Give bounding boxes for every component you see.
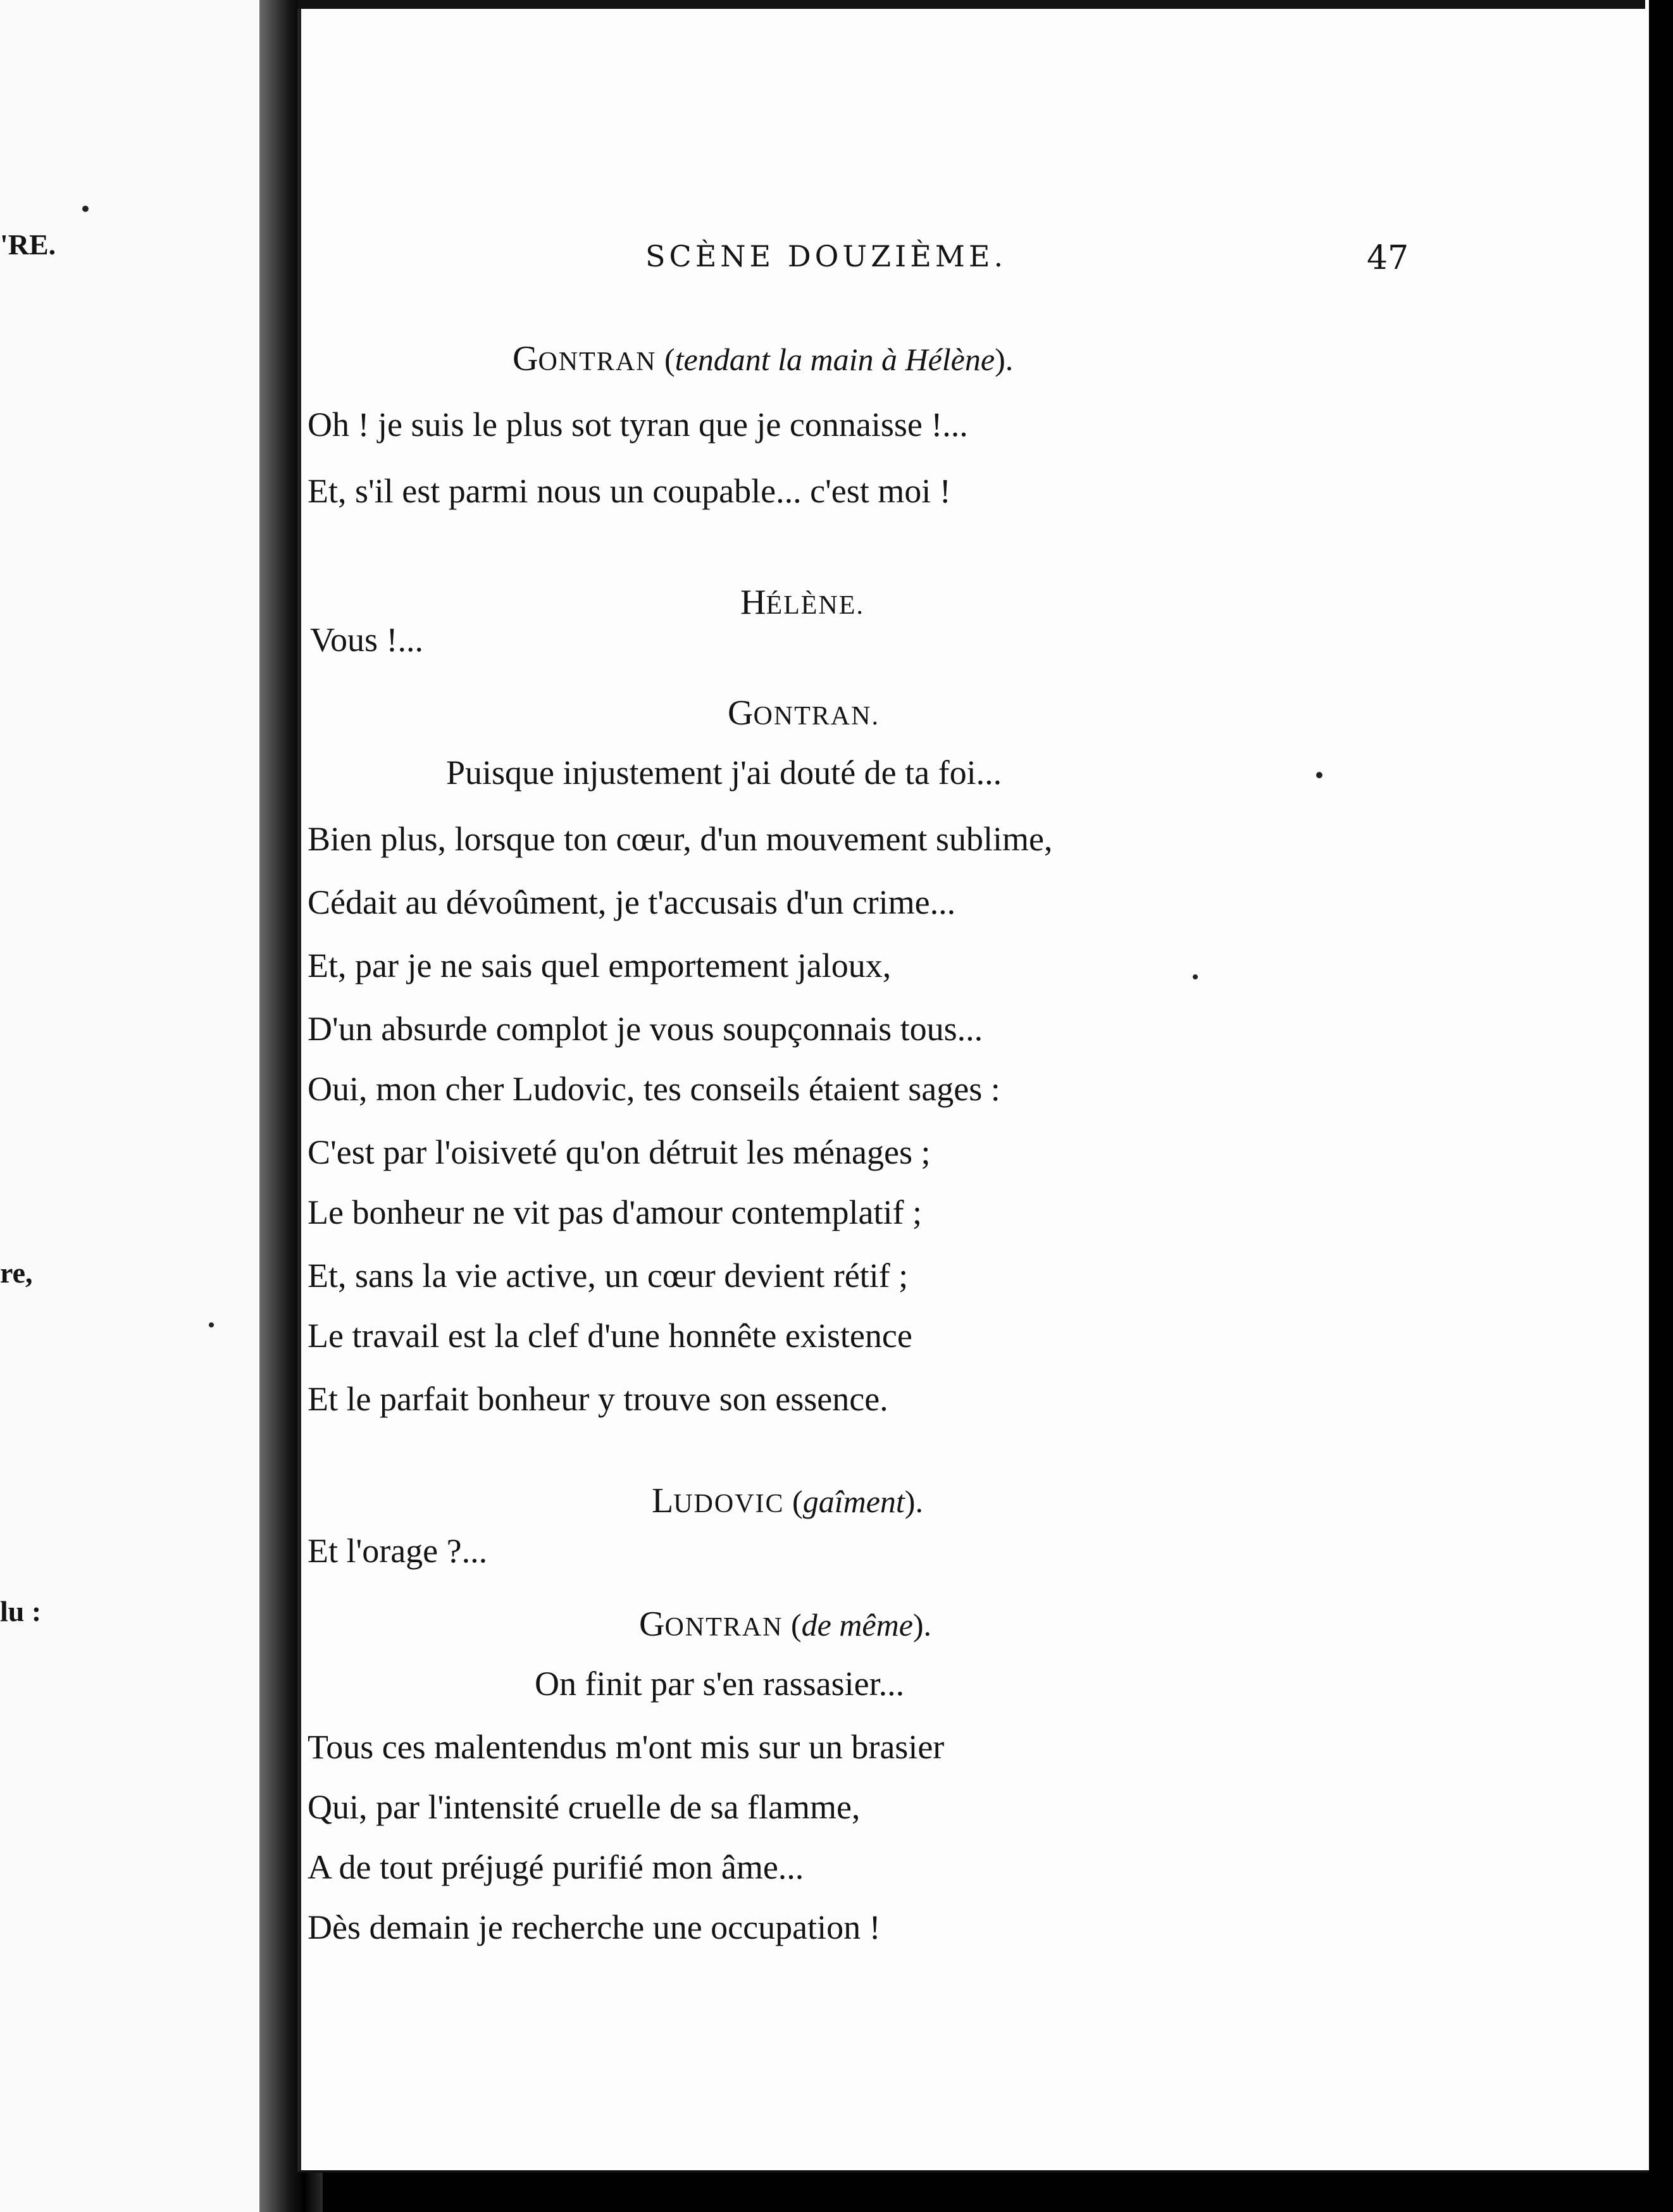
facing-page-edge <box>0 0 259 2212</box>
running-head: SCÈNE DOUZIÈME. <box>645 239 1007 273</box>
scan-speck <box>1316 772 1322 778</box>
stage-direction: gaîment <box>802 1484 905 1519</box>
speaker-name: ONTRAN. <box>753 702 880 731</box>
speaker-name: ONTRAN <box>538 347 657 376</box>
facing-page-fragment: lu : <box>0 1595 42 1627</box>
stage-direction-close: ). <box>904 1484 923 1519</box>
verse-line: Et l'orage ?... <box>308 1532 488 1570</box>
scan-speck <box>209 1322 214 1327</box>
verse-line: Et, sans la vie active, un cœur devient rétif ; <box>308 1257 909 1295</box>
speaker-name-initial: G <box>728 693 754 733</box>
speaker-heading <box>652 1481 923 1521</box>
verse-line: Oh ! je suis le plus sot tyran que je connaisse !... <box>308 406 968 444</box>
speaker-heading <box>513 339 1013 379</box>
verse-line: Oui, mon cher Ludovic, tes conseils étaient sages : <box>308 1070 1000 1108</box>
verse-line: Cédait au dévoûment, je t'accusais d'un crime... <box>308 883 956 921</box>
stage-direction-open: ( <box>783 1607 802 1643</box>
stage-direction-close: ). <box>912 1607 932 1643</box>
verse-line: Le bonheur ne vit pas d'amour contemplatif ; <box>308 1193 922 1231</box>
verse-line: Et le parfait bonheur y trouve son essence. <box>308 1380 888 1418</box>
scan-speck <box>1193 974 1198 979</box>
stage-direction-open: ( <box>656 342 675 377</box>
speaker-name: ÉLÈNE. <box>766 591 864 620</box>
verse-line: Puisque injustement j'ai douté de ta foi... <box>446 754 1002 792</box>
verse-line: Vous !... <box>310 621 424 659</box>
stage-direction: de même <box>801 1607 913 1643</box>
verse-line: Et, s'il est parmi nous un coupable... c'est moi ! <box>308 472 951 510</box>
stage-direction-open: ( <box>784 1484 803 1519</box>
speaker-name-initial: G <box>639 1605 665 1644</box>
verse-line: Le travail est la clef d'une honnête existence <box>308 1317 912 1355</box>
page-number: 47 <box>1367 239 1409 277</box>
speaker-heading <box>728 693 880 733</box>
facing-page-fragment: 'RE. <box>0 228 56 261</box>
scan-top-edge <box>297 0 1645 9</box>
facing-page-fragment: re, <box>0 1257 33 1289</box>
verse-line: Et, par je ne sais quel emportement jaloux, <box>308 947 892 985</box>
speaker-name-initial: G <box>513 339 538 378</box>
verse-line: Qui, par l'intensité cruelle de sa flamme, <box>308 1788 861 1826</box>
speaker-heading <box>639 1604 931 1644</box>
speaker-name: ONTRAN <box>664 1613 783 1642</box>
speaker-name-initial: L <box>652 1481 674 1520</box>
stage-direction: tendant la main à Hélène <box>675 342 995 377</box>
scan-speck <box>82 206 89 212</box>
verse-line: D'un absurde complot je vous soupçonnais tous... <box>308 1010 983 1048</box>
verse-line: Dès demain je recherche une occupation ! <box>308 1908 881 1946</box>
verse-line: Tous ces malentendus m'ont mis sur un brasier <box>308 1728 945 1766</box>
verse-line: C'est par l'oisiveté qu'on détruit les ménages ; <box>308 1133 931 1171</box>
verse-line: A de tout préjugé purifié mon âme... <box>308 1848 804 1886</box>
verse-line: Bien plus, lorsque ton cœur, d'un mouvement sublime, <box>308 820 1053 858</box>
speaker-name-initial: H <box>740 583 766 622</box>
speaker-name: UDOVIC <box>673 1489 785 1519</box>
stage-direction-close: ). <box>995 342 1014 377</box>
speaker-heading <box>740 582 864 623</box>
verse-line: On finit par s'en rassasier... <box>535 1665 905 1703</box>
